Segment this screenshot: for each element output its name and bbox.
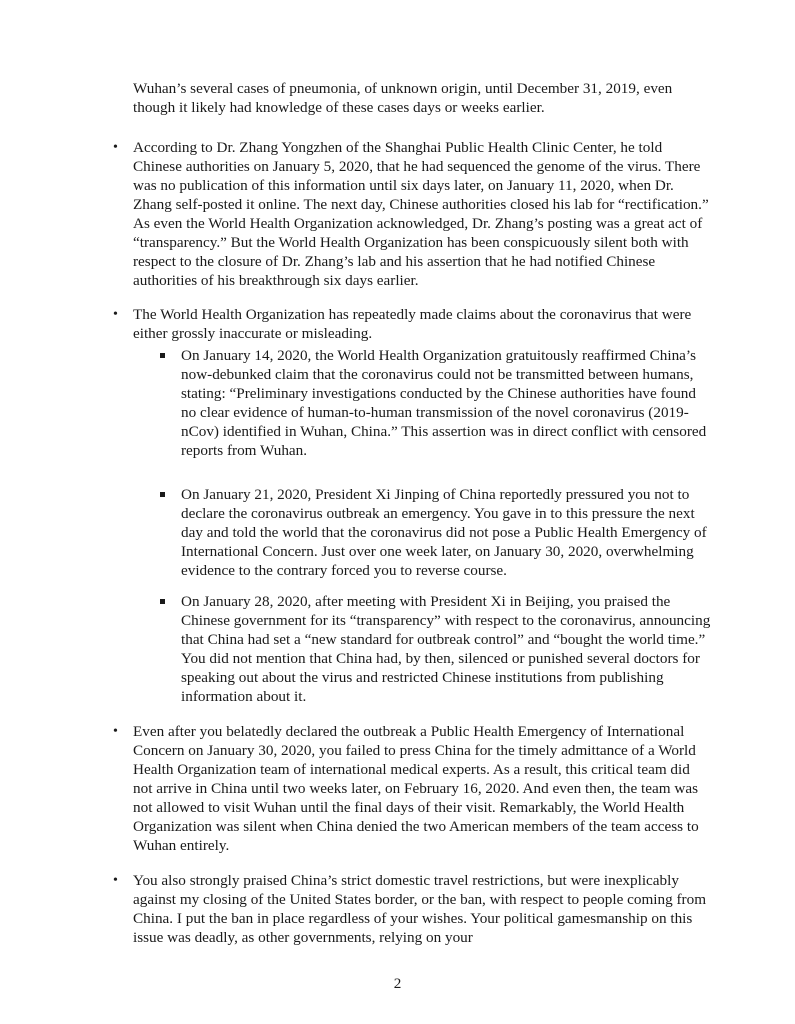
bullet-paragraph-zhang: According to Dr. Zhang Yongzhen of the Shanghai Public Health Clinic Center, he told Chinese authorities on January 5, 2020, that he had sequenced the genome of the virus. There was no publication of this information until six days later, on January 11, 2020, when Dr. Zhang self-posted it online. The next day, Chinese authorities closed his lab for “rectification.” As even the World Health Organization acknowledged, Dr. Zhang’s posting was a great act of “transparency.” But the World Health Organization has been conspicuously silent both with respect to the closure of Dr. Zhang’s lab and his assertion that he had notified Chinese authorities of his breakthrough six days earlier. [133, 139, 709, 289]
intro-paragraph: Wuhan’s several cases of pneumonia, of unknown origin, until December 31, 2019, even though it likely had knowledge of these cases days or weeks earlier. [133, 80, 673, 116]
bullet-paragraph-travel-ban: You also strongly praised China’s strict domestic travel restrictions, but were inexplicably against my closing of the United States border, or the ban, with respect to people coming from China. I put the ban in place regardless of your wishes. Your political gamesmanship on this issue was deadly, as other governments, relying on your [133, 872, 707, 946]
bullet-marker: • [113, 724, 118, 739]
bullet-paragraph-who-claims: The World Health Organization has repeatedly made claims about the coronavirus that were either grossly inaccurate or misleading. [133, 306, 692, 342]
sub-bullet-marker [160, 353, 165, 358]
sub-bullet-marker [160, 492, 165, 497]
sub-bullet-january-21: On January 21, 2020, President Xi Jinping of China reportedly pressured you not to declare the coronavirus outbreak an emergency. You gave in to this pressure the next day and told the world that the coronavirus did not pose a Public Health Emergency of International Concern. Just over one week later, on January 30, 2020, overwhelming evidence to the contrary forced you to reverse course. [181, 486, 707, 579]
sub-bullet-january-14: On January 14, 2020, the World Health Organization gratuitously reaffirmed China’s now-debunked claim that the coronavirus could not be transmitted between humans, stating: “Preliminary investigations conducted by the Chinese authorities have found no clear evidence of human-to-human transmission of the novel coronavirus (2019-nCov) identified in Wuhan, China.” This assertion was in direct conflict with censored reports from Wuhan. [181, 347, 707, 459]
bullet-paragraph-team-access: Even after you belatedly declared the outbreak a Public Health Emergency of International Concern on January 30, 2020, you failed to press China for the timely admittance of a World Health Organization team of international medical experts. As a result, this critical team did not arrive in China until two weeks later, on February 16, 2020. And even then, the team was not allowed to visit Wuhan until the final days of their visit. Remarkably, the World Health Organization was silent when China denied the two American members of the team access to Wuhan entirely. [133, 723, 699, 854]
bullet-marker: • [113, 140, 118, 155]
bullet-marker: • [113, 307, 118, 322]
page-number: 2 [393, 975, 402, 992]
sub-bullet-marker [160, 599, 165, 604]
sub-bullet-january-28: On January 28, 2020, after meeting with President Xi in Beijing, you praised the Chinese government for its “transparency” with respect to the coronavirus, announcing that China had set a “new standard for outbreak control” and “bought the world time.” You did not mention that China had, by then, silenced or punished several doctors for speaking out about the virus and restricted Chinese institutions from publishing information about it. [181, 593, 711, 705]
bullet-marker: • [113, 873, 118, 888]
